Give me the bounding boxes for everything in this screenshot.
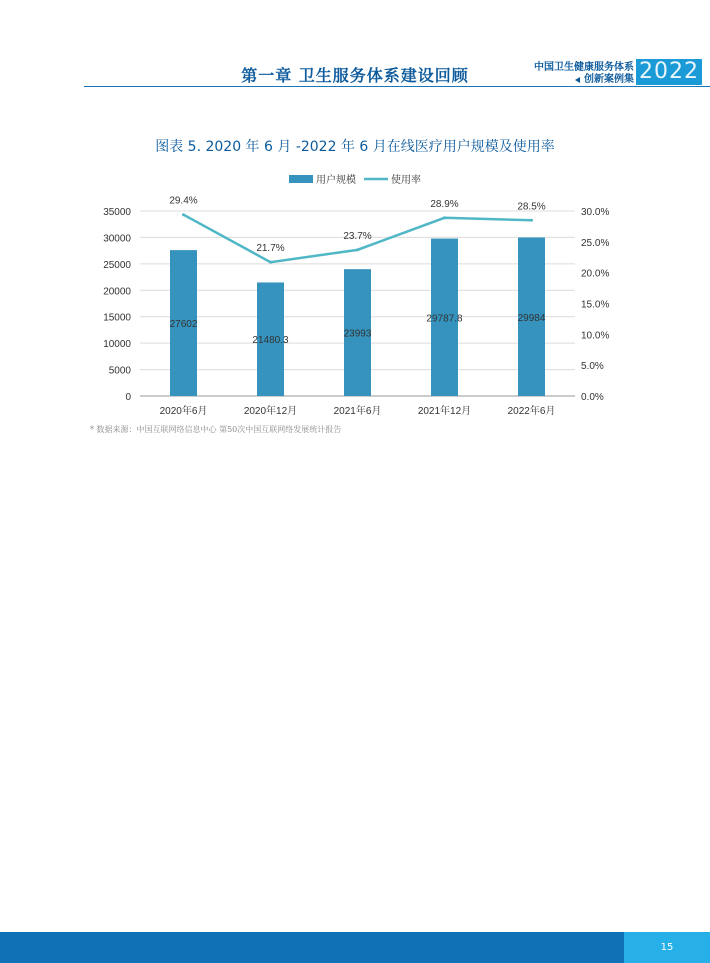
- legend-swatch-bar: [289, 175, 313, 183]
- bar-data-label: 27602: [169, 319, 198, 331]
- y-right-tick-label: 30.0%: [581, 207, 610, 218]
- bar-data-label: 29984: [517, 312, 546, 324]
- x-tick-label: 2020年12月: [243, 406, 298, 417]
- page-header: [0, 0, 710, 90]
- line-point: [443, 216, 446, 219]
- y-left-tick-label: 20000: [103, 286, 131, 298]
- line-data-label: 21.7%: [256, 243, 285, 255]
- bar-data-label: 29787.8: [426, 313, 463, 325]
- x-tick-label: 2021年6月: [333, 406, 382, 417]
- bar-data-label: 21480.3: [252, 335, 289, 347]
- y-left-tick-label: 0: [125, 392, 131, 403]
- x-tick-label: 2021年12月: [417, 406, 472, 417]
- page-number: 15: [624, 932, 710, 963]
- y-right-tick-label: 10.0%: [581, 330, 610, 342]
- chapter-title: 第一章 卫生服务体系建设回顾: [241, 66, 469, 85]
- y-right-tick-label: 5.0%: [581, 361, 604, 373]
- brand-year-badge: 2022: [636, 59, 702, 85]
- line-data-label: 28.5%: [517, 201, 546, 213]
- y-right-tick-label: 0.0%: [581, 392, 604, 403]
- header-divider: [84, 86, 710, 87]
- y-left-tick-label: 30000: [103, 233, 131, 245]
- x-tick-label: 2020年6月: [159, 406, 208, 417]
- y-right-tick-label: 25.0%: [581, 237, 610, 249]
- brand-line2: 创新案例集: [584, 74, 634, 85]
- footer-bar: [0, 932, 710, 963]
- triangle-left-icon: [575, 77, 580, 83]
- line-point: [356, 248, 359, 251]
- line-data-label: 29.4%: [169, 195, 198, 207]
- legend-label-bar: 用户规模: [316, 175, 356, 186]
- y-right-tick-label: 20.0%: [581, 268, 610, 280]
- legend-label-line: 使用率: [391, 175, 421, 186]
- chart: [0, 160, 710, 420]
- source-note: * 数据来源：中国互联网络信息中心 第50次中国互联网络发展统计报告: [90, 425, 342, 434]
- y-left-tick-label: 25000: [103, 259, 131, 271]
- brand-line1: 中国卫生健康服务体系: [534, 62, 634, 73]
- bar-data-label: 23993: [343, 328, 372, 340]
- brand-text: [534, 62, 634, 86]
- chart-title: 图表 5. 2020 年 6 月 -2022 年 6 月在线医疗用户规模及使用率: [155, 139, 555, 155]
- y-right-tick-label: 15.0%: [581, 299, 610, 311]
- line-data-label: 23.7%: [343, 230, 372, 242]
- x-tick-label: 2022年6月: [507, 406, 556, 417]
- line-point: [530, 219, 533, 222]
- y-left-tick-label: 5000: [108, 365, 131, 377]
- y-left-tick-label: 10000: [103, 339, 131, 351]
- y-left-tick-label: 35000: [103, 207, 131, 218]
- line-point: [269, 261, 272, 264]
- brand-line2-row: [534, 74, 634, 86]
- line-data-label: 28.9%: [430, 198, 459, 210]
- line-point: [182, 213, 185, 216]
- y-left-tick-label: 15000: [103, 312, 131, 324]
